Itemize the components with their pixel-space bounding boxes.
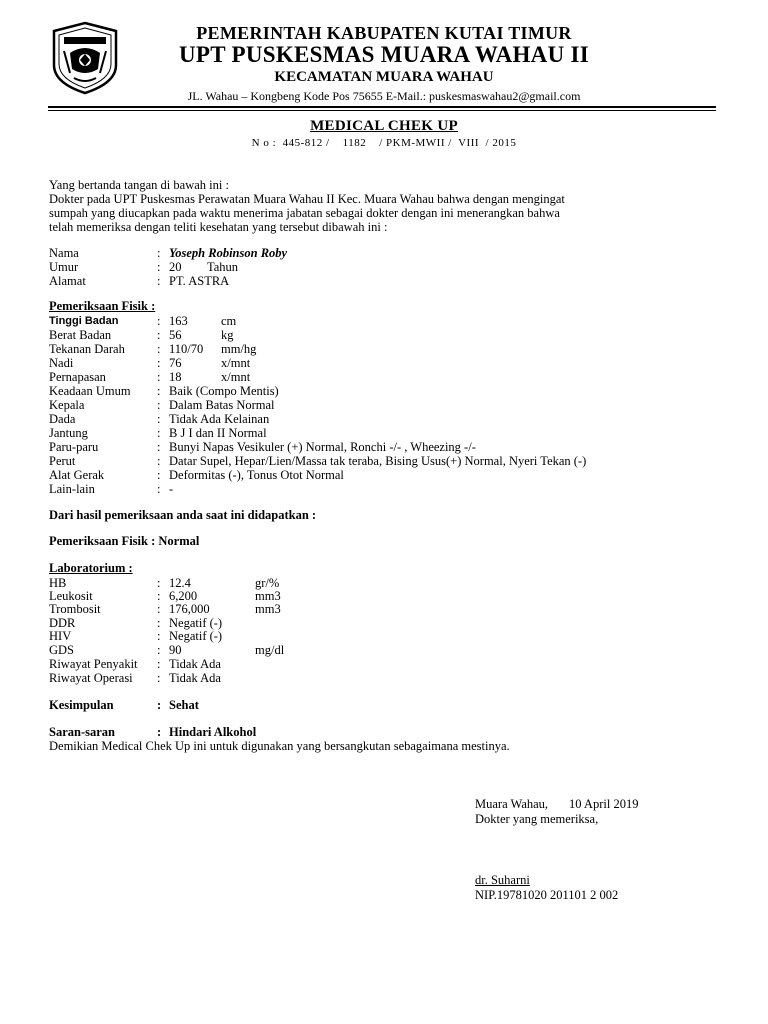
colon: : [157,328,161,342]
fisik-value: 76 [169,356,182,370]
lab-value: Negatif (-) [169,616,223,630]
colon: : [157,643,161,657]
header-rule-thick [48,106,716,108]
fisik-label: Tekanan Darah [49,342,125,356]
colon: : [157,454,161,468]
lab-label: Trombosit [49,602,101,616]
conclusion-value: Sehat [169,698,199,712]
colon: : [157,260,161,274]
colon: : [157,356,161,370]
lab-value: 176,000 [169,602,210,616]
colon: : [157,698,162,712]
fisik-label: Lain-lain [49,482,95,496]
lab-value: Tidak Ada [169,671,221,685]
signature-role: Dokter yang memeriksa, [475,812,599,826]
colon: : [157,657,161,671]
colon: : [157,576,161,590]
intro-line: sumpah yang diucapkan pada waktu menerima jabatan sebagai dokter dengan ini menerangkan bahwa [49,206,560,220]
patient-name: Yoseph Robinson Roby [169,246,288,260]
lab-label: Riwayat Operasi [49,671,133,685]
colon: : [157,725,162,739]
closing-statement: Demikian Medical Chek Up ini untuk digunakan yang bersangkutan sebagaimana mestinya. [49,739,510,753]
lab-value: Negatif (-) [169,629,223,643]
colon: : [157,629,161,643]
colon: : [157,468,161,482]
fisik-value: 110/70 [169,342,204,356]
fisik-value: 18 [169,370,182,384]
lab-unit: mm3 [255,602,281,616]
colon: : [157,370,161,384]
doctor-name: dr. Suharni [475,873,530,887]
signature-place: Muara Wahau, [475,797,549,811]
fisik-label: Berat Badan [49,328,112,342]
lab-label: GDS [49,643,75,657]
fisik-unit: mm/hg [221,342,257,356]
lab-unit: gr/% [255,576,280,590]
fisik-label: Kepala [49,398,85,412]
fisik-label: Alat Gerak [49,468,105,482]
lab-unit: mm3 [255,589,281,603]
results-heading: Dari hasil pemeriksaan anda saat ini didapatkan : [49,508,317,522]
colon: : [157,246,161,260]
fisik-label: Perut [49,454,76,468]
fisik-label: Tinggi Badan [49,315,119,327]
lab-value: Tidak Ada [169,657,221,671]
lab-value: 90 [169,643,182,657]
fisik-unit: x/mnt [221,356,251,370]
colon: : [157,482,161,496]
header-government: PEMERINTAH KABUPATEN KUTAI TIMUR [196,23,572,43]
colon: : [157,671,161,685]
physical-result: Pemeriksaan Fisik : Normal [49,534,200,548]
fisik-unit: kg [221,328,234,342]
fisik-value: Baik (Compo Mentis) [169,384,279,398]
lab-value: 12.4 [169,576,191,590]
fisik-label: Dada [49,412,76,426]
lab-label: Leukosit [49,589,93,603]
patient-address: PT. ASTRA [169,274,230,288]
fisik-value: Tidak Ada Kelainan [169,412,270,426]
fisik-value: Datar Supel, Hepar/Lien/Massa tak teraba, Bising Usus(+) Normal, Nyeri Tekan (-) [169,454,587,468]
header-rule-thin [48,110,716,111]
document-title: MEDICAL CHEK UP [310,118,458,134]
colon: : [157,342,161,356]
fisik-label: Pernapasan [49,370,106,384]
doctor-nip: NIP.19781020 201101 2 002 [475,888,619,902]
document-number: N o : 445-812 / 1182 / PKM-MWII / VIII / 2015 [251,137,517,149]
lab-label: HB [49,576,67,590]
fisik-label: Nadi [49,356,74,370]
colon: : [157,589,161,603]
fisik-unit: cm [221,314,237,328]
advice-label: Saran-saran [49,725,115,739]
fisik-label: Keadaan Umum [49,384,131,398]
lab-label: DDR [49,616,76,630]
colon: : [157,384,161,398]
colon: : [157,412,161,426]
fisik-value: 56 [169,328,182,342]
fisik-value: - [169,482,174,496]
fisik-value: 163 [169,314,188,328]
advice-value: Hindari Alkohol [169,725,257,739]
intro-line: Yang bertanda tangan di bawah ini : [49,178,229,192]
section-heading-lab: Laboratorium : [49,561,133,575]
fisik-unit: x/mnt [221,370,251,384]
identity-label: Nama [49,246,79,260]
colon: : [157,426,161,440]
header-address: JL. Wahau – Kongbeng Kode Pos 75655 E-Mail.: puskesmaswahau2@gmail.com [187,89,581,103]
colon: : [157,440,161,454]
colon: : [157,602,161,616]
lab-unit: mg/dl [255,643,285,657]
identity-label: Alamat [49,274,86,288]
colon: : [157,616,161,630]
lab-label: Riwayat Penyakit [49,657,138,671]
fisik-value: Deformitas (-), Tonus Otot Normal [169,468,344,482]
lab-value: 6,200 [169,589,198,603]
intro-line: Dokter pada UPT Puskesmas Perawatan Muara Wahau II Kec. Muara Wahau bahwa dengan mengingat [49,192,565,206]
intro-line: telah memeriksa dengan teliti kesehatan yang tersebut dibawah ini : [49,220,388,234]
colon: : [157,314,161,328]
age-unit: Tahun [207,260,239,274]
patient-age: 20 [169,260,182,274]
colon: : [157,398,161,412]
conclusion-label: Kesimpulan [49,698,114,712]
section-heading-fisik: Pemeriksaan Fisik : [49,299,156,313]
fisik-label: Paru-paru [49,440,99,454]
fisik-value: Dalam Batas Normal [169,398,275,412]
signature-date: 10 April 2019 [569,797,639,811]
fisik-value: B J I dan II Normal [169,426,267,440]
colon: : [157,274,161,288]
header-district: KECAMATAN MUARA WAHAU [274,69,494,85]
header-institution: UPT PUSKESMAS MUARA WAHAU II [178,42,590,67]
identity-label: Umur [49,260,79,274]
fisik-label: Jantung [49,426,88,440]
fisik-value: Bunyi Napas Vesikuler (+) Normal, Ronchi -/- , Wheezing -/- [169,440,476,454]
lab-label: HIV [49,629,72,643]
